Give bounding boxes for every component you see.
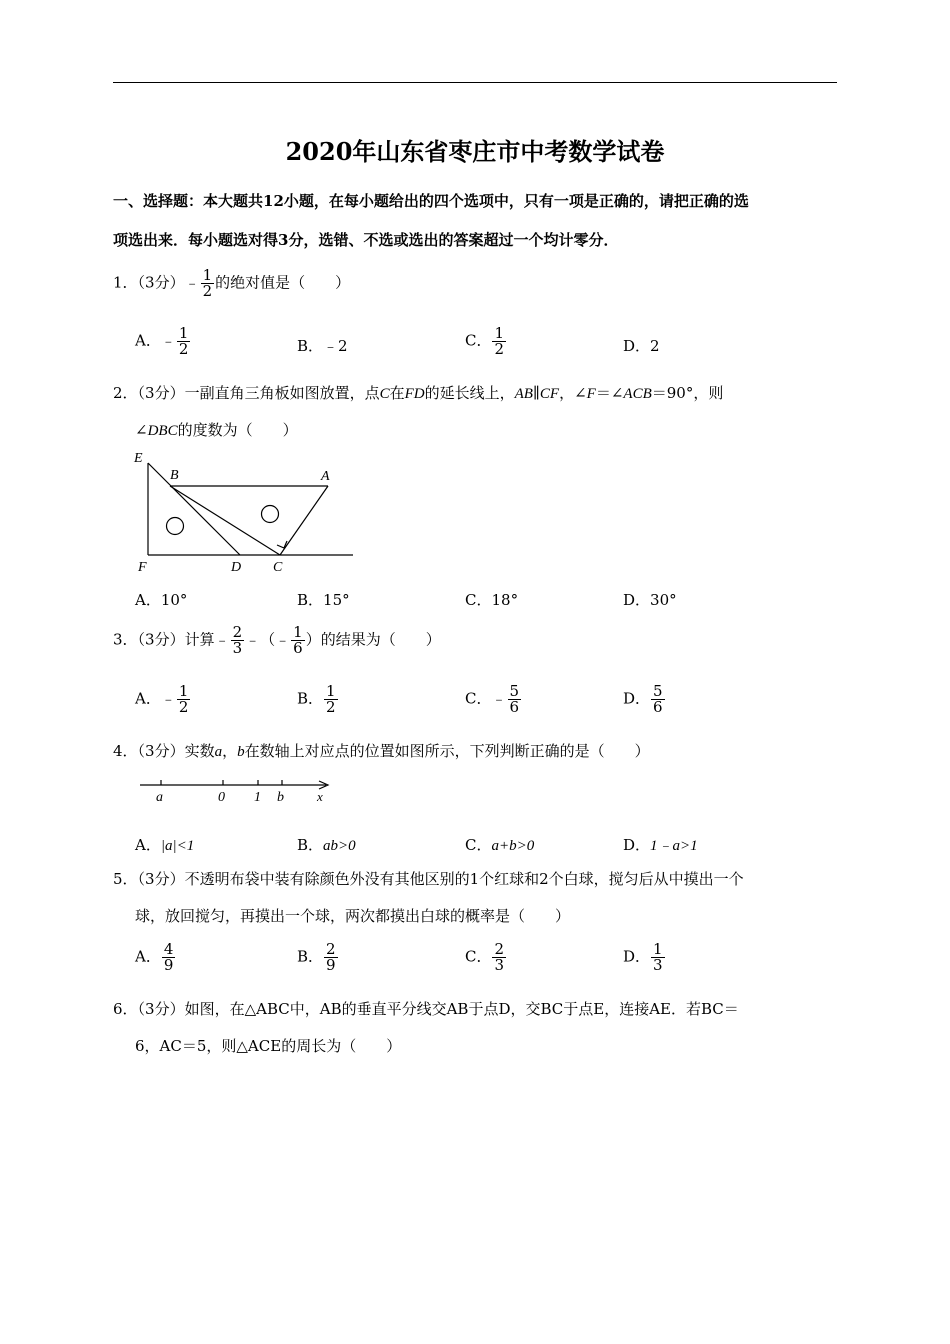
option-label: A． bbox=[135, 836, 161, 854]
option-text: ﹣2 bbox=[323, 337, 348, 355]
numerator: 1 bbox=[494, 324, 505, 342]
var: FD bbox=[404, 386, 425, 402]
option-label: B． bbox=[297, 947, 324, 966]
triangle-hole-right bbox=[262, 506, 279, 523]
text: 3．（3分）计算﹣ bbox=[113, 630, 230, 649]
question-5-line1: 5．（3分）不透明布袋中装有除颜色外没有其他区别的1个红球和2个白球，搅匀后从中摸出一个 bbox=[113, 870, 744, 888]
triangle-hole-left bbox=[167, 518, 184, 535]
numerator: 2 bbox=[232, 623, 243, 641]
axis-label-zero: 0 bbox=[218, 790, 225, 805]
option-label: A． bbox=[135, 947, 161, 966]
text: ）的结果为（ ） bbox=[305, 630, 441, 649]
denominator: 6 bbox=[653, 698, 663, 716]
q1-option-d[interactable] bbox=[623, 335, 660, 356]
var: a bbox=[214, 744, 223, 760]
q3-option-c[interactable] bbox=[465, 684, 522, 715]
text: ＝90°，则 bbox=[651, 384, 724, 402]
option-label: A． bbox=[135, 689, 161, 708]
denominator: 3 bbox=[653, 956, 663, 974]
edge-bc bbox=[170, 486, 280, 555]
denominator: 9 bbox=[326, 956, 336, 974]
q5-option-a[interactable] bbox=[135, 942, 176, 973]
numerator: 5 bbox=[653, 682, 663, 700]
var: C bbox=[379, 386, 390, 402]
question-4 bbox=[113, 740, 650, 761]
numerator: 1 bbox=[326, 682, 336, 700]
text: ， bbox=[222, 742, 238, 760]
option-text: 1﹣a>1 bbox=[650, 838, 698, 854]
q2-option-d[interactable]: D．30° bbox=[623, 591, 677, 609]
q2-option-b[interactable]: B．15° bbox=[297, 591, 350, 609]
numerator: 1 bbox=[178, 324, 189, 342]
question-6-line2: 6，AC＝5，则△ACE的周长为（ ） bbox=[135, 1037, 402, 1055]
question-1 bbox=[113, 268, 350, 299]
option-text: |a|<1 bbox=[160, 838, 195, 854]
fraction bbox=[291, 625, 305, 656]
denominator: 2 bbox=[178, 698, 189, 716]
minus-sign: ﹣ bbox=[160, 331, 176, 350]
denominator: 2 bbox=[326, 698, 336, 716]
fraction bbox=[508, 684, 522, 715]
option-label: D． bbox=[623, 689, 651, 708]
var: CF bbox=[539, 386, 560, 402]
fraction bbox=[651, 942, 665, 973]
text: 在数轴上对应点的位置如图所示，下列判断正确的是（ ） bbox=[244, 742, 650, 760]
question-6-line1: 6．（3分）如图，在△ABC中，AB的垂直平分线交AB于点D，交BC于点E，连接AE．若BC＝ bbox=[113, 1000, 739, 1018]
question-3 bbox=[113, 625, 441, 656]
top-rule bbox=[113, 82, 837, 83]
option-text: 2 bbox=[650, 337, 660, 355]
text: ＝∠ bbox=[595, 384, 624, 402]
numerator: 4 bbox=[163, 940, 174, 958]
numerator: 2 bbox=[326, 940, 336, 958]
fraction bbox=[324, 684, 338, 715]
denominator: 9 bbox=[163, 956, 174, 974]
minus-sign: ﹣ bbox=[184, 273, 200, 292]
numerator: 1 bbox=[293, 623, 303, 641]
denominator: 2 bbox=[494, 340, 505, 358]
var: DBC bbox=[147, 423, 178, 439]
text: 的延长线上， bbox=[424, 384, 515, 402]
option-label: C． bbox=[465, 836, 492, 854]
minus-sign: ﹣ bbox=[491, 689, 507, 708]
option-label: B． bbox=[297, 337, 324, 355]
q1-option-c[interactable] bbox=[465, 326, 507, 357]
label-c: C bbox=[273, 560, 283, 575]
number-line bbox=[136, 772, 336, 806]
page-title: 2020年山东省枣庄市中考数学试卷 bbox=[285, 137, 665, 166]
option-label: A． bbox=[135, 331, 161, 350]
numerator: 1 bbox=[202, 266, 213, 284]
question-number: 1．（3分） bbox=[113, 273, 185, 292]
question-2-line2 bbox=[135, 419, 298, 440]
q1-option-b[interactable] bbox=[297, 335, 348, 356]
fraction bbox=[492, 326, 506, 357]
q4-option-d[interactable] bbox=[623, 834, 698, 855]
q3-option-b[interactable] bbox=[297, 684, 339, 715]
denominator: 2 bbox=[202, 282, 213, 300]
triangle-figure bbox=[128, 445, 360, 577]
text: ∠ bbox=[135, 421, 148, 439]
q4-option-b[interactable] bbox=[297, 834, 356, 855]
var: F bbox=[586, 386, 596, 402]
question-2-line1 bbox=[113, 382, 723, 403]
q4-option-c[interactable] bbox=[465, 834, 534, 855]
axis-label-one: 1 bbox=[254, 790, 261, 805]
denominator: 6 bbox=[293, 639, 303, 657]
var: ACB bbox=[623, 386, 652, 402]
label-d: D bbox=[231, 560, 242, 575]
q5-option-c[interactable] bbox=[465, 942, 507, 973]
option-label: C． bbox=[465, 947, 492, 966]
text: 2．（3分）一副直角三角板如图放置，点 bbox=[113, 384, 380, 402]
numerator: 2 bbox=[494, 940, 505, 958]
fraction bbox=[201, 268, 215, 299]
text: 的度数为（ ） bbox=[177, 421, 298, 439]
option-label: D． bbox=[623, 836, 651, 854]
fraction bbox=[324, 942, 338, 973]
option-label: C． bbox=[465, 689, 492, 708]
numerator: 5 bbox=[509, 682, 520, 700]
q1-option-a[interactable] bbox=[135, 326, 191, 357]
var: AB bbox=[514, 386, 533, 402]
axis-label-a: a bbox=[156, 790, 163, 805]
edge-ed bbox=[148, 463, 240, 555]
edge-ac bbox=[280, 486, 328, 555]
text: ﹣（﹣ bbox=[245, 630, 291, 649]
q5-option-d[interactable] bbox=[623, 942, 666, 973]
option-text: a+b>0 bbox=[491, 838, 535, 854]
q2-option-a[interactable]: A．10° bbox=[135, 591, 188, 609]
fraction bbox=[651, 684, 665, 715]
fraction bbox=[162, 942, 176, 973]
option-label: D． bbox=[623, 337, 651, 355]
q2-option-c[interactable]: C．18° bbox=[465, 591, 519, 609]
text: 4．（3分）实数 bbox=[113, 742, 215, 760]
denominator: 3 bbox=[232, 639, 243, 657]
label-a: A bbox=[321, 469, 330, 484]
axis-label-x: x bbox=[317, 789, 323, 804]
axis-label-b: b bbox=[277, 790, 284, 805]
q3-option-d[interactable] bbox=[623, 684, 666, 715]
fraction bbox=[231, 625, 245, 656]
minus-sign: ﹣ bbox=[160, 689, 176, 708]
denominator: 2 bbox=[178, 340, 189, 358]
option-label: B． bbox=[297, 836, 324, 854]
var: b bbox=[237, 744, 245, 760]
label-b: B bbox=[170, 468, 179, 483]
option-label: C． bbox=[465, 331, 492, 350]
q4-option-a[interactable] bbox=[135, 834, 194, 855]
option-text: ab>0 bbox=[323, 838, 356, 854]
fraction bbox=[492, 942, 506, 973]
label-f: F bbox=[138, 560, 147, 575]
text: ，∠ bbox=[559, 384, 587, 402]
denominator: 6 bbox=[509, 698, 520, 716]
option-label: B． bbox=[297, 689, 324, 708]
fraction bbox=[177, 326, 191, 357]
section-heading-line2: 项选出来．每小题选对得3分，选错、不选或选出的答案超过一个均计零分． bbox=[113, 231, 619, 249]
text: 在 bbox=[389, 384, 405, 402]
numerator: 1 bbox=[178, 682, 189, 700]
fraction bbox=[177, 684, 191, 715]
q3-option-a[interactable] bbox=[135, 684, 191, 715]
label-e: E bbox=[134, 451, 143, 466]
numerator: 1 bbox=[653, 940, 663, 958]
section-heading-line1: 一、选择题：本大题共12小题，在每小题给出的四个选项中，只有一项是正确的，请把正确的选 bbox=[113, 192, 749, 210]
q5-option-b[interactable] bbox=[297, 942, 339, 973]
denominator: 3 bbox=[494, 956, 505, 974]
text: ∥ bbox=[532, 384, 540, 402]
question-text: 的绝对值是（ ） bbox=[215, 273, 351, 292]
question-5-line2: 球，放回搅匀，再摸出一个球，两次都摸出白球的概率是（ ） bbox=[135, 907, 571, 925]
option-label: D． bbox=[623, 947, 651, 966]
